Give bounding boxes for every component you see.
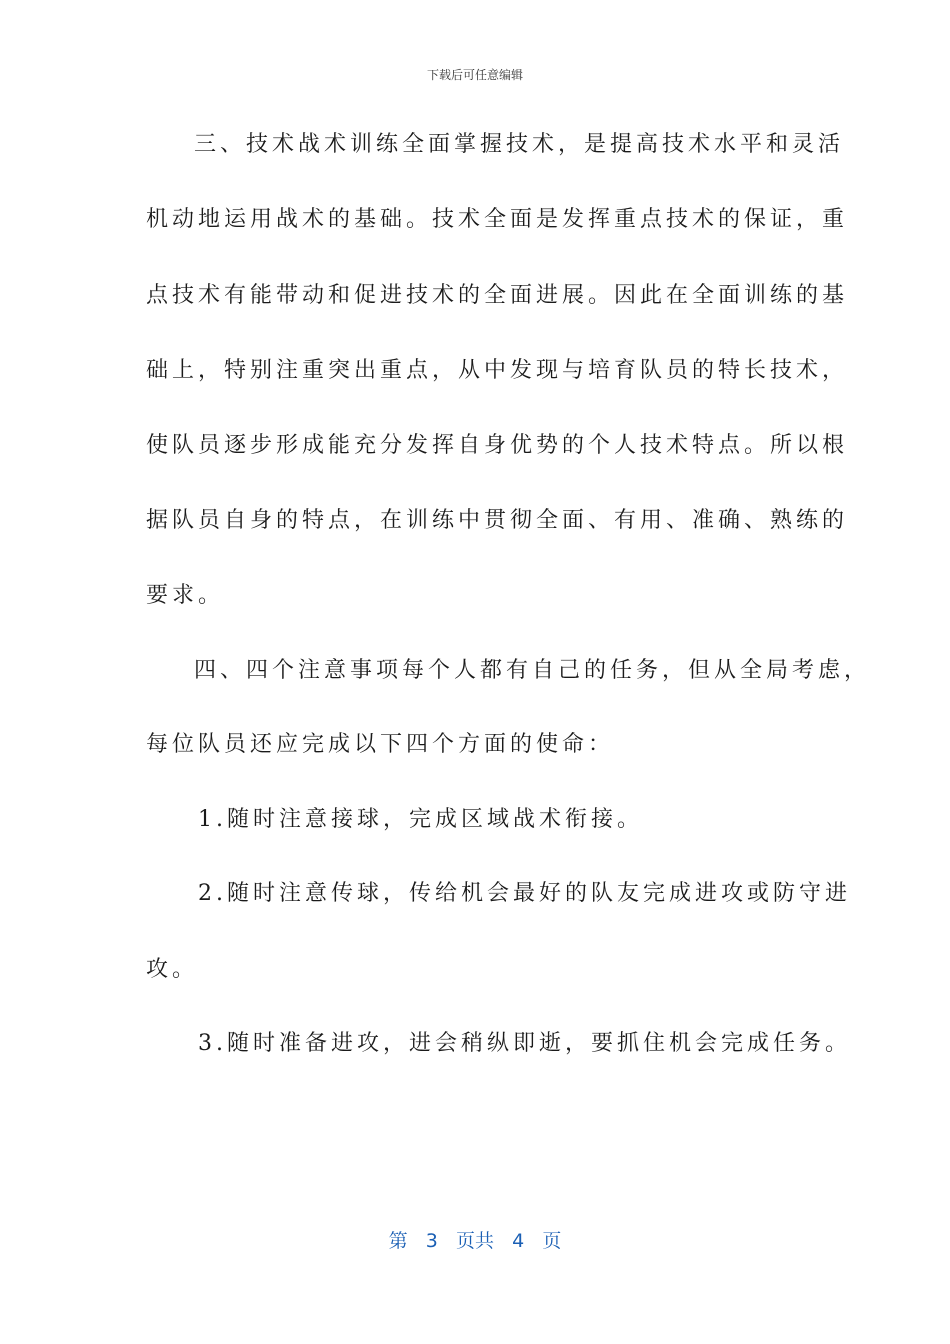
list-item: 1.随时注意接球，完成区域战术衔接。 — [198, 807, 643, 832]
paragraph-line: 据队员自身的特点，在训练中贯彻全面、有用、准确、熟练的 — [146, 508, 849, 533]
list-item: 2.随时注意传球，传给机会最好的队友完成进攻或防守进 — [198, 881, 851, 906]
page-mid: 页共 — [455, 1230, 494, 1252]
paragraph-line: 点技术有能带动和促进技术的全面进展。因此在全面训练的基 — [146, 283, 849, 308]
header-note: 下载后可任意编辑 — [426, 68, 523, 82]
list-item: 3.随时准备进攻，进会稍纵即逝，要抓住机会完成任务。 — [198, 1031, 851, 1056]
total-pages-number: 4 — [512, 1230, 525, 1252]
paragraph-line: 础上，特别注重突出重点，从中发现与培育队员的特长技术， — [146, 358, 849, 383]
paragraph-line: 四、四个注意事项每个人都有自己的任务，但从全局考虑， — [194, 658, 871, 683]
paragraph-line: 三、技术战术训练全面掌握技术，是提高技术水平和灵活 — [194, 132, 845, 157]
page-suffix: 页 — [542, 1230, 562, 1252]
current-page-number: 3 — [425, 1230, 438, 1252]
paragraph-line: 每位队员还应完成以下四个方面的使命： — [146, 732, 615, 757]
page-prefix: 第 — [388, 1230, 408, 1252]
page-footer — [0, 1226, 950, 1253]
paragraph-line: 使队员逐步形成能充分发挥自身优势的个人技术特点。所以根 — [146, 433, 849, 458]
paragraph-line: 要求。 — [146, 583, 225, 608]
paragraph-line: 机动地运用战术的基础。技术全面是发挥重点技术的保证，重 — [146, 207, 849, 232]
paragraph-line: 攻。 — [146, 957, 199, 982]
